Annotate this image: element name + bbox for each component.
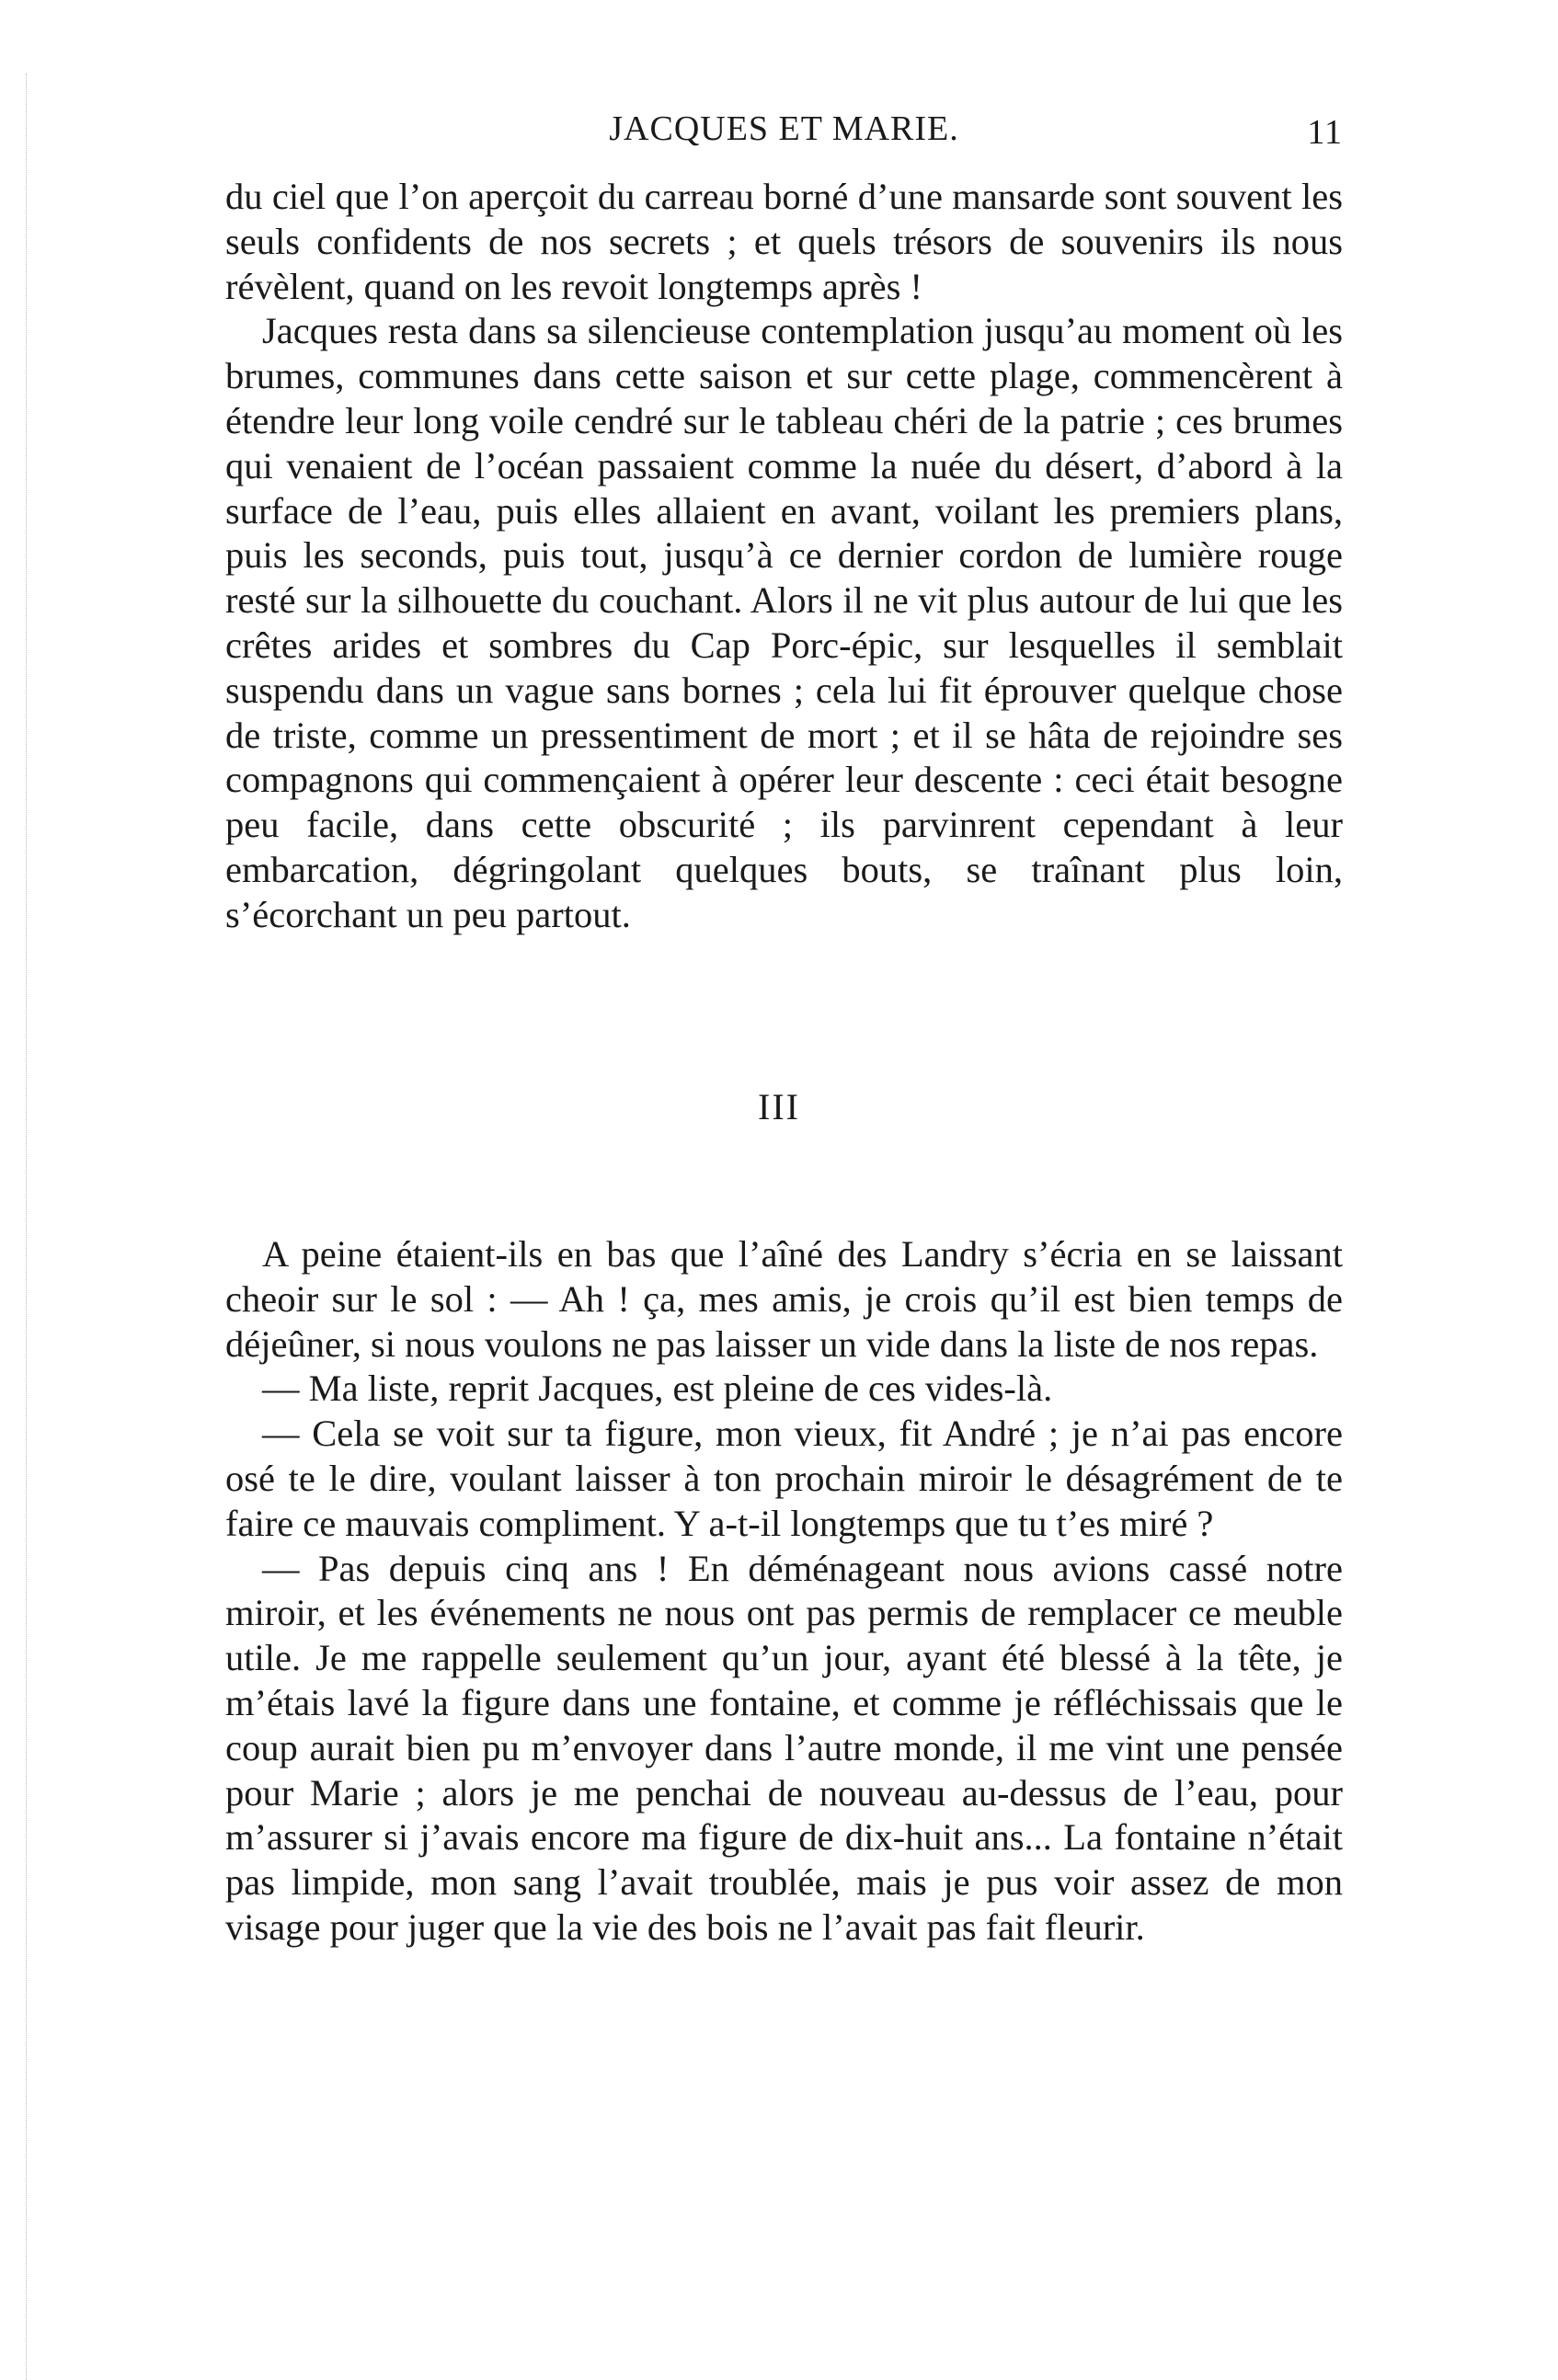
binding-margin	[26, 74, 36, 2380]
running-title: JACQUES ET MARIE.	[609, 109, 959, 148]
page-number: 11	[1307, 113, 1343, 152]
paragraph: du ciel que l’on aperçoit du carreau borné d’une mansarde sont souvent les seuls confidents de nos secrets ; et quels trésors de souvenirs ils nous révèlent, quand on les revoit longtemps après !	[225, 176, 1343, 307]
text-block-bottom	[225, 1232, 1343, 1951]
paragraph: — Pas depuis cinq ans ! En déménageant nous avions cassé notre miroir, et les événements ne nous ont pas permis de remplacer ce meuble utile. Je me rappelle seulement qu’un jour, ayant été blessé à la tête, je m’étais lavé la figure dans une fontaine, et comme je réfléchissais que le coup aurait bien pu m’envoyer dans l’autre monde, il me vint une pensée pour Marie ; alors je me penchai de nouveau au-dessus de l’eau, pour m’assurer si j’avais encore ma figure de dix-huit ans... La fontaine n’était pas limpide, mon sang l’avait troublée, mais je pus voir assez de mon visage pour juger que la vie des bois ne l’avait pas fait fleurir.	[225, 1547, 1343, 1948]
running-header	[225, 109, 1343, 154]
paragraph: A peine étaient-ils en bas que l’aîné des Landry s’écria en se laissant cheoir sur le sol : — Ah ! ça, mes amis, je crois qu’il est bien temps de déjeûner, si nous voulons ne pas laisser un vide dans la liste de nos repas.	[225, 1233, 1343, 1365]
section-heading: III	[758, 1086, 800, 1127]
paragraph: Jacques resta dans sa silencieuse contemplation jusqu’au moment où les brumes, communes dans cette saison et sur cette plage, commencèrent à étendre leur long voile cendré sur le tableau chéri de la patrie ; ces brumes qui venaient de l’océan passaient comme la nuée du désert, d’abord à la surface de l’eau, puis elles allaient en avant, voilant les premiers plans, puis les seconds, puis tout, jusqu’à ce dernier cordon de lumière rouge resté sur la silhouette du couchant. Alors il ne vit plus autour de lui que les crêtes arides et sombres du Cap Porc-épic, sur lesquelles il semblait suspendu dans un vague sans bornes ; cela lui fit éprouver quelque chose de triste, comme un pressentiment de mort ; et il se hâta de rejoindre ses compagnons qui commençaient à opérer leur descente : ceci était besogne peu facile, dans cette obscurité ; ils parvinrent cependant à leur embarcation, dégringolant quelques bouts, se traînant plus loin, s’écorchant un peu partout.	[225, 310, 1343, 935]
text-block-top	[225, 175, 1343, 938]
paragraph: — Ma liste, reprit Jacques, est pleine de ces vides-là.	[262, 1367, 1053, 1410]
paragraph: — Cela se voit sur ta figure, mon vieux, fit André ; je n’ai pas encore osé te le dire, voulant laisser à ton prochain miroir le désagrément de te faire ce mauvais compliment. Y a-t-il longtemps que tu t’es miré ?	[225, 1413, 1343, 1544]
